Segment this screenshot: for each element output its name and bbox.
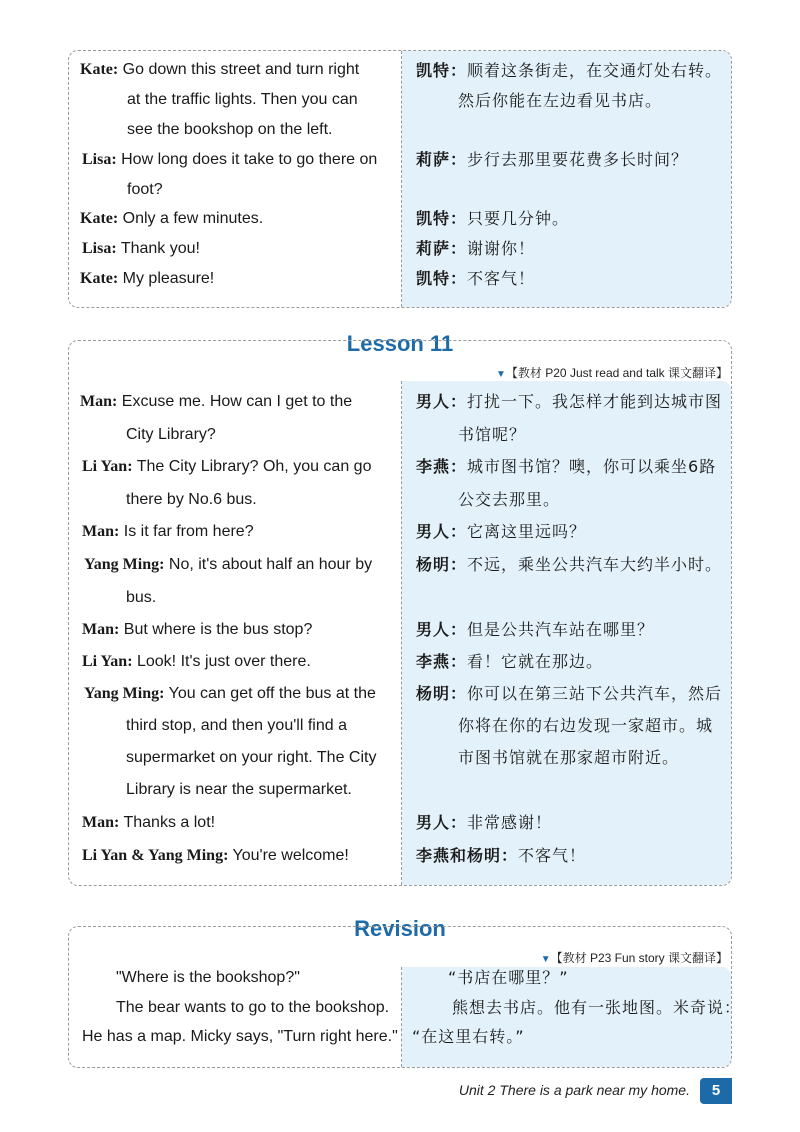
line-text: 你可以在第三站下公共汽车，然后 xyxy=(467,684,723,703)
speaker: Yang Ming: xyxy=(84,685,165,702)
speaker: Man: xyxy=(82,523,120,540)
column-divider xyxy=(401,51,402,307)
triangle-icon: ▼ xyxy=(540,954,551,965)
line-text: You can get off the bus at the xyxy=(168,685,376,702)
line-text: 只要几分钟。 xyxy=(467,209,570,228)
speaker: 杨明： xyxy=(416,684,468,703)
line-text: Thank you! xyxy=(120,240,200,257)
speaker: Kate: xyxy=(80,270,119,287)
page-number: 5 xyxy=(700,1078,732,1104)
dialogue-line: foot? xyxy=(127,181,163,198)
speaker: Man: xyxy=(80,393,118,410)
line-text: 步行去那里要花费多长时间？ xyxy=(467,150,689,169)
story-line: "Where is the bookshop?" xyxy=(116,969,300,986)
line-text: How long does it take to go there on xyxy=(121,151,378,168)
unit-title: Unit 2 There is a park near my home. xyxy=(458,1082,690,1098)
reference-text: 【教材 P20 Just read and talk 课文翻译】 xyxy=(505,366,728,380)
revision-title: Revision xyxy=(354,916,446,941)
speaker: 李燕： xyxy=(416,652,468,671)
line-text: 顺着这条街走，在交通灯处右转。 xyxy=(467,61,723,80)
speaker: 男人： xyxy=(416,813,468,832)
speaker: 杨明： xyxy=(416,555,468,574)
translation-line xyxy=(416,239,535,259)
speaker: Kate: xyxy=(80,61,119,78)
dialogue-line xyxy=(84,555,372,575)
lesson-title: Lesson 11 xyxy=(346,331,454,356)
line-text: But where is the bus stop? xyxy=(123,621,313,638)
translation-line: 你将在你的右边发现一家超市。城 xyxy=(458,716,714,735)
line-text: 打扰一下。我怎样才能到达城市图 xyxy=(467,392,723,411)
speaker: 凯特： xyxy=(416,61,468,80)
dialogue-line xyxy=(80,209,263,229)
story-translation-line: “在这里右转。” xyxy=(412,1027,525,1046)
translation-line xyxy=(416,652,603,672)
dialogue-line: supermarket on your right. The City xyxy=(126,749,377,766)
speaker: 莉萨： xyxy=(416,239,468,258)
dialogue-line xyxy=(82,150,377,170)
speaker: 李燕和杨明： xyxy=(416,846,519,865)
dialogue-line: see the bookshop on the left. xyxy=(127,121,333,138)
story-line: The bear wants to go to the bookshop. xyxy=(116,999,390,1016)
speaker: Man: xyxy=(82,814,120,831)
speaker: Kate: xyxy=(80,210,119,227)
translation-line: 公交去那里。 xyxy=(458,490,561,509)
dialogue-panel-2 xyxy=(68,340,732,886)
speaker: 男人： xyxy=(416,392,468,411)
reference-text: 【教材 P23 Fun story 课文翻译】 xyxy=(550,951,728,965)
translation-line xyxy=(416,620,654,640)
line-text: Is it far from here? xyxy=(123,523,254,540)
dialogue-line xyxy=(82,652,311,672)
line-text: Excuse me. How can I get to the xyxy=(121,393,353,410)
line-text: No, it's about half an hour by xyxy=(168,556,373,573)
dialogue-line xyxy=(84,684,376,704)
dialogue-line xyxy=(82,522,254,542)
column-divider xyxy=(401,967,402,1067)
translation-line: 然后你能在左边看见书店。 xyxy=(458,91,663,110)
dialogue-line: at the traffic lights. Then you can xyxy=(127,91,358,108)
speaker: 凯特： xyxy=(416,269,468,288)
speaker: Li Yan & Yang Ming: xyxy=(82,847,229,864)
line-text: The City Library? Oh, you can go xyxy=(136,458,372,475)
translation-line xyxy=(416,61,722,81)
line-text: 看！它就在那边。 xyxy=(467,652,604,671)
line-text: 它离这里远吗？ xyxy=(467,522,587,541)
translation-line: 书馆呢？ xyxy=(458,425,527,444)
speaker: Lisa: xyxy=(82,240,117,257)
translation-line xyxy=(416,457,716,477)
speaker: Yang Ming: xyxy=(84,556,165,573)
dialogue-line: there by No.6 bus. xyxy=(126,491,257,508)
dialogue-line: third stop, and then you'll find a xyxy=(126,717,347,734)
line-text: Go down this street and turn right xyxy=(122,61,360,78)
dialogue-line: Library is near the supermarket. xyxy=(126,781,352,798)
translation-line xyxy=(416,269,535,289)
translation-line xyxy=(416,813,552,833)
translation-line xyxy=(416,150,688,170)
dialogue-line: bus. xyxy=(126,589,157,606)
dialogue-line xyxy=(82,846,349,866)
story-translation-line: “书店在哪里？” xyxy=(448,968,569,987)
line-text: My pleasure! xyxy=(122,270,215,287)
dialogue-line: City Library? xyxy=(126,426,216,443)
line-text: 谢谢你！ xyxy=(467,239,536,258)
translation-line xyxy=(416,555,722,575)
line-text: Only a few minutes. xyxy=(122,210,264,227)
speaker: 莉萨： xyxy=(416,150,468,169)
translation-line xyxy=(416,684,722,704)
translation-line xyxy=(416,846,586,866)
dialogue-line xyxy=(82,620,312,640)
line-text: 不客气！ xyxy=(518,846,587,865)
story-line: He has a map. Micky says, "Turn right here." xyxy=(82,1028,398,1045)
dialogue-line xyxy=(80,269,214,289)
dialogue-line xyxy=(82,457,371,477)
story-translation-line: 熊想去书店。他有一张地图。米奇说： xyxy=(452,998,742,1017)
speaker: 李燕： xyxy=(416,457,468,476)
translation-line xyxy=(416,392,722,412)
translation-line xyxy=(416,209,569,229)
translation-line xyxy=(416,522,586,542)
speaker: 男人： xyxy=(416,620,468,639)
line-text: 不远，乘坐公共汽车大约半小时。 xyxy=(467,555,723,574)
line-text: 不客气！ xyxy=(467,269,536,288)
line-text: Look! It's just over there. xyxy=(136,653,311,670)
column-divider xyxy=(401,381,402,885)
line-text: 但是公共汽车站在哪里？ xyxy=(467,620,655,639)
speaker: Li Yan: xyxy=(82,653,133,670)
line-text: 城市图书馆？噢，你可以乘坐6路 xyxy=(467,457,717,476)
speaker: Man: xyxy=(82,621,120,638)
line-text: Thanks a lot! xyxy=(123,814,216,831)
triangle-icon: ▼ xyxy=(496,369,506,380)
dialogue-line xyxy=(80,392,352,412)
speaker: Li Yan: xyxy=(82,458,133,475)
line-text: You're welcome! xyxy=(232,847,349,864)
speaker: 凯特： xyxy=(416,209,468,228)
translation-line: 市图书馆就在那家超市附近。 xyxy=(458,748,680,767)
dialogue-line xyxy=(82,239,200,259)
dialogue-line xyxy=(80,60,359,80)
line-text: 非常感谢！ xyxy=(467,813,553,832)
dialogue-line xyxy=(82,813,215,833)
speaker: Lisa: xyxy=(82,151,117,168)
speaker: 男人： xyxy=(416,522,468,541)
